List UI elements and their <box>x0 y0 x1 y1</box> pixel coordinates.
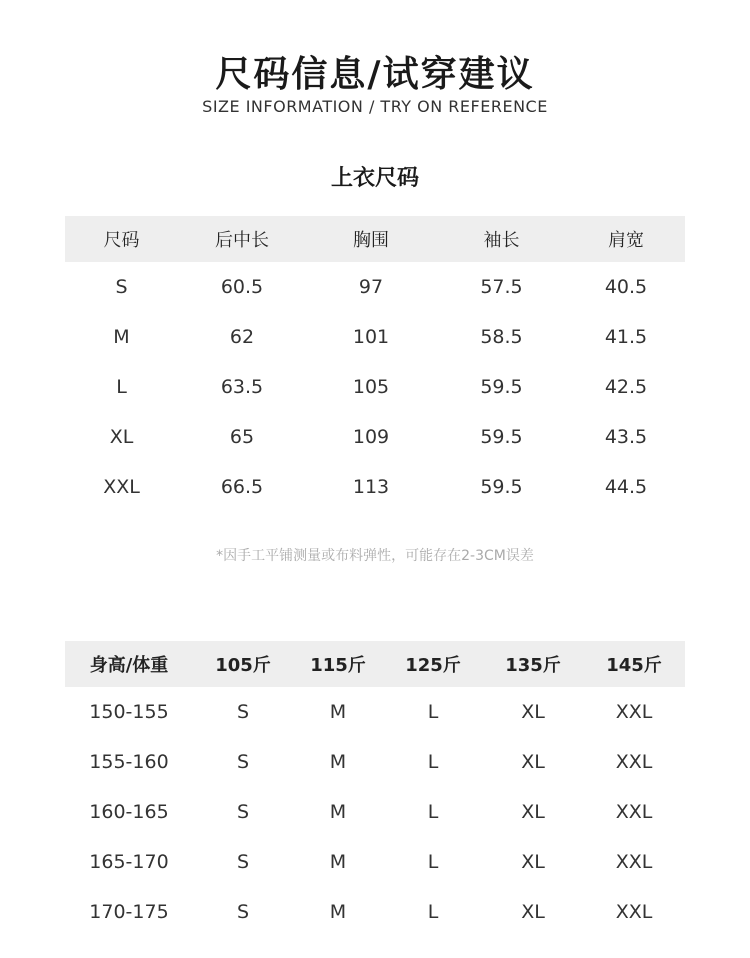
table-row <box>65 837 685 887</box>
table-cell: M <box>329 801 347 823</box>
table-cell: L <box>427 851 439 873</box>
table-cell: L <box>427 901 439 923</box>
table-cell: 40.5 <box>604 276 648 298</box>
table-cell: 62 <box>229 326 255 348</box>
table-cell: 44.5 <box>604 476 648 498</box>
table-cell: XL <box>521 751 545 773</box>
table-cell: 57.5 <box>480 276 523 298</box>
column-header: 袖长 <box>483 230 520 251</box>
column-header: 115斤 <box>310 655 366 676</box>
measurement-note: *因手工平铺测量或布料弹性，可能存在2-3CM误差 <box>216 548 534 564</box>
table-cell: 63.5 <box>220 376 264 398</box>
table-cell: L <box>427 701 439 723</box>
table-cell: XL <box>521 901 545 923</box>
table-cell: XXL <box>615 701 653 723</box>
table-cell: S <box>236 801 250 823</box>
table-cell: 170-175 <box>89 901 169 923</box>
column-header: 尺码 <box>103 230 140 251</box>
table-cell: 66.5 <box>220 476 264 498</box>
table-cell: 105 <box>352 376 390 398</box>
table-cell: L <box>116 376 127 398</box>
table-cell: XL <box>521 801 545 823</box>
table-cell: XL <box>521 851 545 873</box>
table-cell: XL <box>521 701 545 723</box>
page-subtitle: SIZE INFORMATION / TRY ON REFERENCE <box>202 97 548 116</box>
column-header: 135斤 <box>505 655 561 676</box>
table-cell: S <box>236 901 250 923</box>
table-cell: XXL <box>615 901 653 923</box>
table-cell: 150-155 <box>89 701 169 723</box>
table-cell: S <box>115 276 128 298</box>
table-cell: 43.5 <box>604 426 648 448</box>
table-cell: 65 <box>229 426 255 448</box>
table-cell: XXL <box>615 801 653 823</box>
column-header: 125斤 <box>405 655 461 676</box>
table-header-row <box>65 216 685 262</box>
table-cell: 109 <box>352 426 390 448</box>
table-cell: XXL <box>615 751 653 773</box>
column-header: 胸围 <box>353 230 389 251</box>
column-header: 105斤 <box>215 655 271 676</box>
table-cell: S <box>236 851 250 873</box>
table-row <box>65 462 685 512</box>
table-cell: 97 <box>358 276 384 298</box>
table-cell: L <box>427 801 439 823</box>
table-cell: XXL <box>615 851 653 873</box>
column-header: 肩宽 <box>608 230 644 251</box>
table-cell: M <box>329 701 347 723</box>
table-cell: 160-165 <box>89 801 169 823</box>
fit-guide-table <box>65 641 685 937</box>
table-cell: 165-170 <box>89 851 169 873</box>
table-cell: 59.5 <box>480 476 523 498</box>
table-cell: 155-160 <box>89 751 169 773</box>
table-cell: 60.5 <box>220 276 264 298</box>
table-cell: XL <box>109 426 134 448</box>
table-cell: 41.5 <box>604 326 648 348</box>
table-row <box>65 887 685 937</box>
column-header: 后中长 <box>215 230 269 251</box>
top-size-table <box>65 216 685 512</box>
table-cell: S <box>236 751 250 773</box>
table-cell: 113 <box>352 476 390 498</box>
table-row <box>65 412 685 462</box>
table-cell: L <box>427 751 439 773</box>
table-cell: M <box>329 751 347 773</box>
table-cell: M <box>329 901 347 923</box>
page-title: 尺码信息/试穿建议 <box>215 54 535 95</box>
table-row <box>65 312 685 362</box>
table-row <box>65 787 685 837</box>
table-cell: M <box>113 326 130 348</box>
table-header-row <box>65 641 685 687</box>
table-row <box>65 362 685 412</box>
table-cell: 59.5 <box>480 426 523 448</box>
table-cell: 101 <box>352 326 390 348</box>
table-cell: M <box>329 851 347 873</box>
table-cell: XXL <box>103 476 140 498</box>
table-row <box>65 737 685 787</box>
table-row <box>65 262 685 312</box>
column-header: 145斤 <box>606 655 662 676</box>
section-title-top-size: 上衣尺码 <box>330 166 419 191</box>
table-cell: S <box>236 701 250 723</box>
table-cell: 42.5 <box>604 376 648 398</box>
table-row <box>65 687 685 737</box>
table-cell: 59.5 <box>480 376 523 398</box>
table-cell: 58.5 <box>480 326 523 348</box>
column-header: 身高/体重 <box>89 655 169 676</box>
